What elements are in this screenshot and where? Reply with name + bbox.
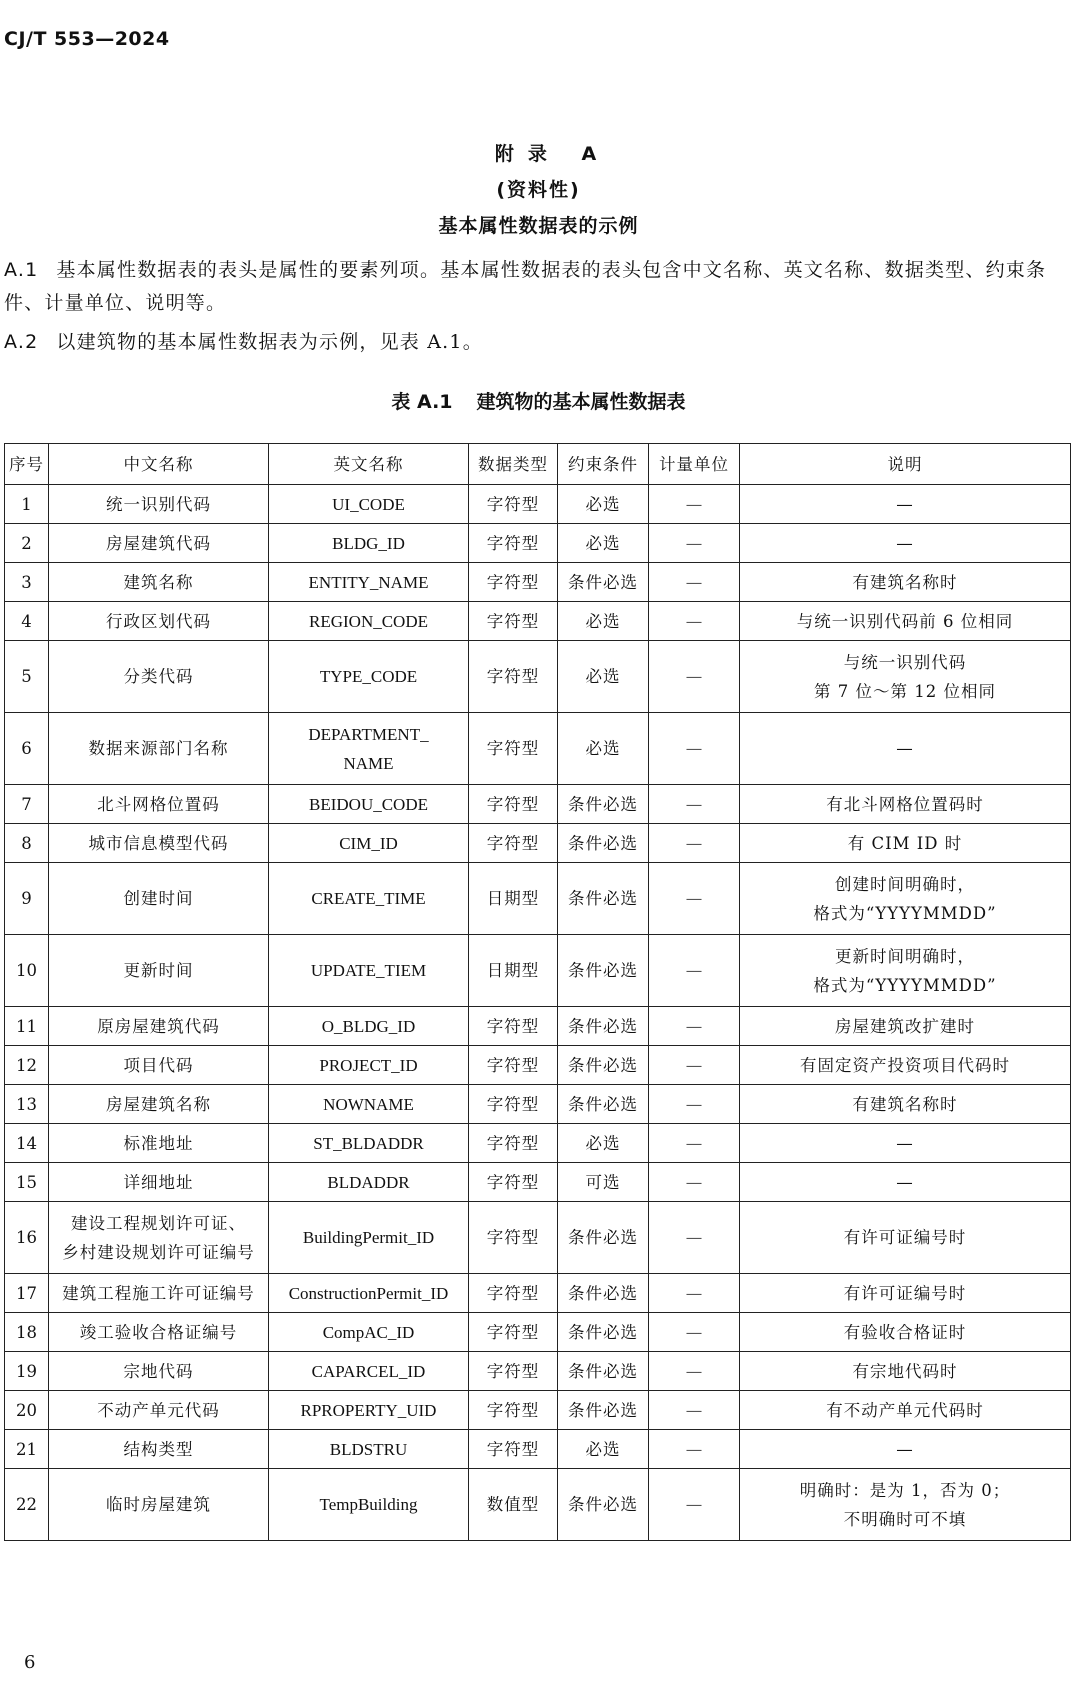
cell-constraint: 条件必选 (558, 563, 649, 602)
header-description: 说明 (740, 444, 1071, 485)
cell-unit: — (649, 713, 740, 785)
cell-en-name: UI_CODE (269, 485, 469, 524)
cell-unit: — (649, 935, 740, 1007)
cell-description: 更新时间明确时， 格式为“YYYYMMDD” (740, 935, 1071, 1007)
cell-cn-name: 标准地址 (49, 1124, 269, 1163)
cell-no: 14 (5, 1124, 49, 1163)
cell-en-name: TempBuilding (269, 1469, 469, 1541)
cell-unit: — (649, 641, 740, 713)
cell-description: — (740, 1163, 1071, 1202)
cell-cn-name: 结构类型 (49, 1430, 269, 1469)
cell-data-type: 字符型 (469, 485, 558, 524)
cell-cn-name: 建设工程规划许可证、 乡村建设规划许可证编号 (49, 1202, 269, 1274)
cell-cn-name: 竣工验收合格证编号 (49, 1313, 269, 1352)
cell-description: 有不动产单元代码时 (740, 1391, 1071, 1430)
table-row (5, 1046, 1071, 1085)
cell-data-type: 字符型 (469, 563, 558, 602)
cell-en-name: UPDATE_TIEM (269, 935, 469, 1007)
cell-cn-name: 城市信息模型代码 (49, 824, 269, 863)
cell-data-type: 字符型 (469, 1352, 558, 1391)
cell-unit: — (649, 602, 740, 641)
table-row (5, 602, 1071, 641)
cell-constraint: 条件必选 (558, 863, 649, 935)
cell-no: 17 (5, 1274, 49, 1313)
cell-unit: — (649, 563, 740, 602)
cell-en-name: CREATE_TIME (269, 863, 469, 935)
table-row (5, 1430, 1071, 1469)
table-row (5, 1007, 1071, 1046)
cell-data-type: 字符型 (469, 1046, 558, 1085)
cell-constraint: 条件必选 (558, 1469, 649, 1541)
cell-en-name: BEIDOU_CODE (269, 785, 469, 824)
cell-data-type: 字符型 (469, 1274, 558, 1313)
cell-description: — (740, 713, 1071, 785)
table-row (5, 1313, 1071, 1352)
paragraph-a1 (4, 254, 1070, 320)
cell-cn-name: 不动产单元代码 (49, 1391, 269, 1430)
cell-cn-name: 更新时间 (49, 935, 269, 1007)
cell-cn-name: 详细地址 (49, 1163, 269, 1202)
cell-constraint: 条件必选 (558, 1202, 649, 1274)
cell-description: 有验收合格证时 (740, 1313, 1071, 1352)
cell-data-type: 字符型 (469, 1163, 558, 1202)
cell-data-type: 日期型 (469, 935, 558, 1007)
cell-en-name: CIM_ID (269, 824, 469, 863)
paragraph-a2 (4, 326, 1070, 359)
cell-no: 6 (5, 713, 49, 785)
cell-en-name: DEPARTMENT_ NAME (269, 713, 469, 785)
cell-constraint: 必选 (558, 1124, 649, 1163)
header-cn-name: 中文名称 (49, 444, 269, 485)
cell-cn-name: 建筑名称 (49, 563, 269, 602)
cell-en-name: ST_BLDADDR (269, 1124, 469, 1163)
cell-unit: — (649, 1046, 740, 1085)
cell-unit: — (649, 824, 740, 863)
cell-cn-name: 房屋建筑名称 (49, 1085, 269, 1124)
cell-description: 有 CIM ID 时 (740, 824, 1071, 863)
table-row (5, 1124, 1071, 1163)
cell-en-name: BLDADDR (269, 1163, 469, 1202)
cell-no: 9 (5, 863, 49, 935)
table-row (5, 1391, 1071, 1430)
cell-constraint: 条件必选 (558, 824, 649, 863)
cell-en-name: ENTITY_NAME (269, 563, 469, 602)
cell-description: 有宗地代码时 (740, 1352, 1071, 1391)
cell-data-type: 字符型 (469, 785, 558, 824)
appendix-title: 附录 A (494, 143, 611, 165)
cell-cn-name: 北斗网格位置码 (49, 785, 269, 824)
cell-description: 有建筑名称时 (740, 1085, 1071, 1124)
cell-no: 12 (5, 1046, 49, 1085)
table-caption-label: 表 A.1 (391, 391, 453, 413)
cell-no: 10 (5, 935, 49, 1007)
cell-unit: — (649, 1274, 740, 1313)
table-header-row (5, 444, 1071, 485)
table-row (5, 824, 1071, 863)
table-row (5, 641, 1071, 713)
cell-unit: — (649, 1124, 740, 1163)
cell-no: 1 (5, 485, 49, 524)
cell-no: 11 (5, 1007, 49, 1046)
cell-constraint: 条件必选 (558, 935, 649, 1007)
cell-constraint: 条件必选 (558, 1313, 649, 1352)
cell-data-type: 数值型 (469, 1469, 558, 1541)
cell-constraint: 必选 (558, 641, 649, 713)
cell-en-name: BuildingPermit_ID (269, 1202, 469, 1274)
cell-description: 明确时：是为 1，否为 0； 不明确时可不填 (740, 1469, 1071, 1541)
cell-no: 16 (5, 1202, 49, 1274)
header-constraint: 约束条件 (558, 444, 649, 485)
cell-description: 有建筑名称时 (740, 563, 1071, 602)
appendix-subject: 基本属性数据表的示例 (438, 215, 639, 237)
cell-cn-name: 宗地代码 (49, 1352, 269, 1391)
cell-data-type: 字符型 (469, 824, 558, 863)
table-row (5, 1085, 1071, 1124)
cell-no: 20 (5, 1391, 49, 1430)
cell-unit: — (649, 1352, 740, 1391)
cell-cn-name: 统一识别代码 (49, 485, 269, 524)
cell-no: 5 (5, 641, 49, 713)
cell-en-name: ConstructionPermit_ID (269, 1274, 469, 1313)
table-row (5, 563, 1071, 602)
cell-unit: — (649, 1391, 740, 1430)
cell-cn-name: 数据来源部门名称 (49, 713, 269, 785)
cell-description: — (740, 485, 1071, 524)
cell-constraint: 条件必选 (558, 1391, 649, 1430)
table-row (5, 863, 1071, 935)
cell-unit: — (649, 1430, 740, 1469)
cell-constraint: 可选 (558, 1163, 649, 1202)
cell-data-type: 字符型 (469, 1007, 558, 1046)
cell-description: 有北斗网格位置码时 (740, 785, 1071, 824)
cell-en-name: CompAC_ID (269, 1313, 469, 1352)
cell-data-type: 字符型 (469, 524, 558, 563)
table-row (5, 1469, 1071, 1541)
cell-constraint: 条件必选 (558, 785, 649, 824)
table-row (5, 1163, 1071, 1202)
cell-unit: — (649, 1469, 740, 1541)
cell-unit: — (649, 1085, 740, 1124)
header-unit: 计量单位 (649, 444, 740, 485)
cell-en-name: BLDSTRU (269, 1430, 469, 1469)
table-caption-title: 建筑物的基本属性数据表 (476, 391, 686, 413)
cell-constraint: 必选 (558, 1430, 649, 1469)
table-caption (0, 387, 1077, 414)
table-row (5, 524, 1071, 563)
cell-description: 有许可证编号时 (740, 1202, 1071, 1274)
cell-cn-name: 房屋建筑代码 (49, 524, 269, 563)
cell-no: 13 (5, 1085, 49, 1124)
cell-constraint: 必选 (558, 713, 649, 785)
appendix-nature: (资料性) (496, 179, 581, 201)
cell-no: 15 (5, 1163, 49, 1202)
cell-data-type: 字符型 (469, 641, 558, 713)
table-body (5, 485, 1071, 1541)
cell-cn-name: 临时房屋建筑 (49, 1469, 269, 1541)
cell-constraint: 必选 (558, 485, 649, 524)
cell-description: 有固定资产投资项目代码时 (740, 1046, 1071, 1085)
cell-description: 与统一识别代码 第 7 位～第 12 位相同 (740, 641, 1071, 713)
paragraph-text: 基本属性数据表的表头是属性的要素列项。基本属性数据表的表头包含中文名称、英文名称、数据类型、约束条件、计量单位、说明等。 (4, 259, 1047, 314)
cell-constraint: 条件必选 (558, 1046, 649, 1085)
cell-en-name: O_BLDG_ID (269, 1007, 469, 1046)
cell-no: 3 (5, 563, 49, 602)
cell-en-name: PROJECT_ID (269, 1046, 469, 1085)
cell-data-type: 字符型 (469, 1202, 558, 1274)
cell-cn-name: 建筑工程施工许可证编号 (49, 1274, 269, 1313)
cell-constraint: 条件必选 (558, 1274, 649, 1313)
cell-no: 7 (5, 785, 49, 824)
cell-en-name: TYPE_CODE (269, 641, 469, 713)
cell-unit: — (649, 524, 740, 563)
page-number: 6 (24, 1652, 36, 1673)
cell-en-name: BLDG_ID (269, 524, 469, 563)
header-data-type: 数据类型 (469, 444, 558, 485)
cell-data-type: 日期型 (469, 863, 558, 935)
cell-description: 创建时间明确时， 格式为“YYYYMMDD” (740, 863, 1071, 935)
cell-description: 房屋建筑改扩建时 (740, 1007, 1071, 1046)
cell-unit: — (649, 1202, 740, 1274)
table-row (5, 1202, 1071, 1274)
table-row (5, 1352, 1071, 1391)
cell-no: 19 (5, 1352, 49, 1391)
cell-description: — (740, 524, 1071, 563)
cell-data-type: 字符型 (469, 713, 558, 785)
cell-no: 18 (5, 1313, 49, 1352)
cell-en-name: CAPARCEL_ID (269, 1352, 469, 1391)
table-row (5, 485, 1071, 524)
cell-data-type: 字符型 (469, 1430, 558, 1469)
cell-no: 4 (5, 602, 49, 641)
cell-no: 22 (5, 1469, 49, 1541)
attribute-table (4, 443, 1071, 1541)
cell-cn-name: 行政区划代码 (49, 602, 269, 641)
table-row (5, 935, 1071, 1007)
paragraph-number: A.1 (4, 259, 39, 281)
cell-unit: — (649, 485, 740, 524)
cell-en-name: NOWNAME (269, 1085, 469, 1124)
cell-cn-name: 分类代码 (49, 641, 269, 713)
header-en-name: 英文名称 (269, 444, 469, 485)
cell-constraint: 条件必选 (558, 1085, 649, 1124)
cell-en-name: RPROPERTY_UID (269, 1391, 469, 1430)
header-no: 序号 (5, 444, 49, 485)
table-row (5, 713, 1071, 785)
cell-no: 8 (5, 824, 49, 863)
paragraph-text: 以建筑物的基本属性数据表为示例，见表 A.1。 (56, 331, 483, 353)
cell-data-type: 字符型 (469, 1313, 558, 1352)
cell-data-type: 字符型 (469, 1085, 558, 1124)
cell-unit: — (649, 1163, 740, 1202)
cell-unit: — (649, 1007, 740, 1046)
cell-description: 有许可证编号时 (740, 1274, 1071, 1313)
cell-constraint: 条件必选 (558, 1352, 649, 1391)
cell-constraint: 条件必选 (558, 1007, 649, 1046)
cell-description: 与统一识别代码前 6 位相同 (740, 602, 1071, 641)
cell-cn-name: 项目代码 (49, 1046, 269, 1085)
cell-unit: — (649, 1313, 740, 1352)
cell-constraint: 必选 (558, 602, 649, 641)
cell-unit: — (649, 785, 740, 824)
table-row (5, 1274, 1071, 1313)
paragraph-number: A.2 (4, 331, 39, 353)
cell-en-name: REGION_CODE (269, 602, 469, 641)
cell-constraint: 必选 (558, 524, 649, 563)
cell-data-type: 字符型 (469, 602, 558, 641)
cell-no: 21 (5, 1430, 49, 1469)
cell-cn-name: 创建时间 (49, 863, 269, 935)
cell-description: — (740, 1124, 1071, 1163)
standard-code: CJ/T 553—2024 (4, 28, 170, 50)
table-row (5, 785, 1071, 824)
cell-data-type: 字符型 (469, 1391, 558, 1430)
cell-no: 2 (5, 524, 49, 563)
cell-cn-name: 原房屋建筑代码 (49, 1007, 269, 1046)
cell-description: — (740, 1430, 1071, 1469)
cell-data-type: 字符型 (469, 1124, 558, 1163)
cell-unit: — (649, 863, 740, 935)
